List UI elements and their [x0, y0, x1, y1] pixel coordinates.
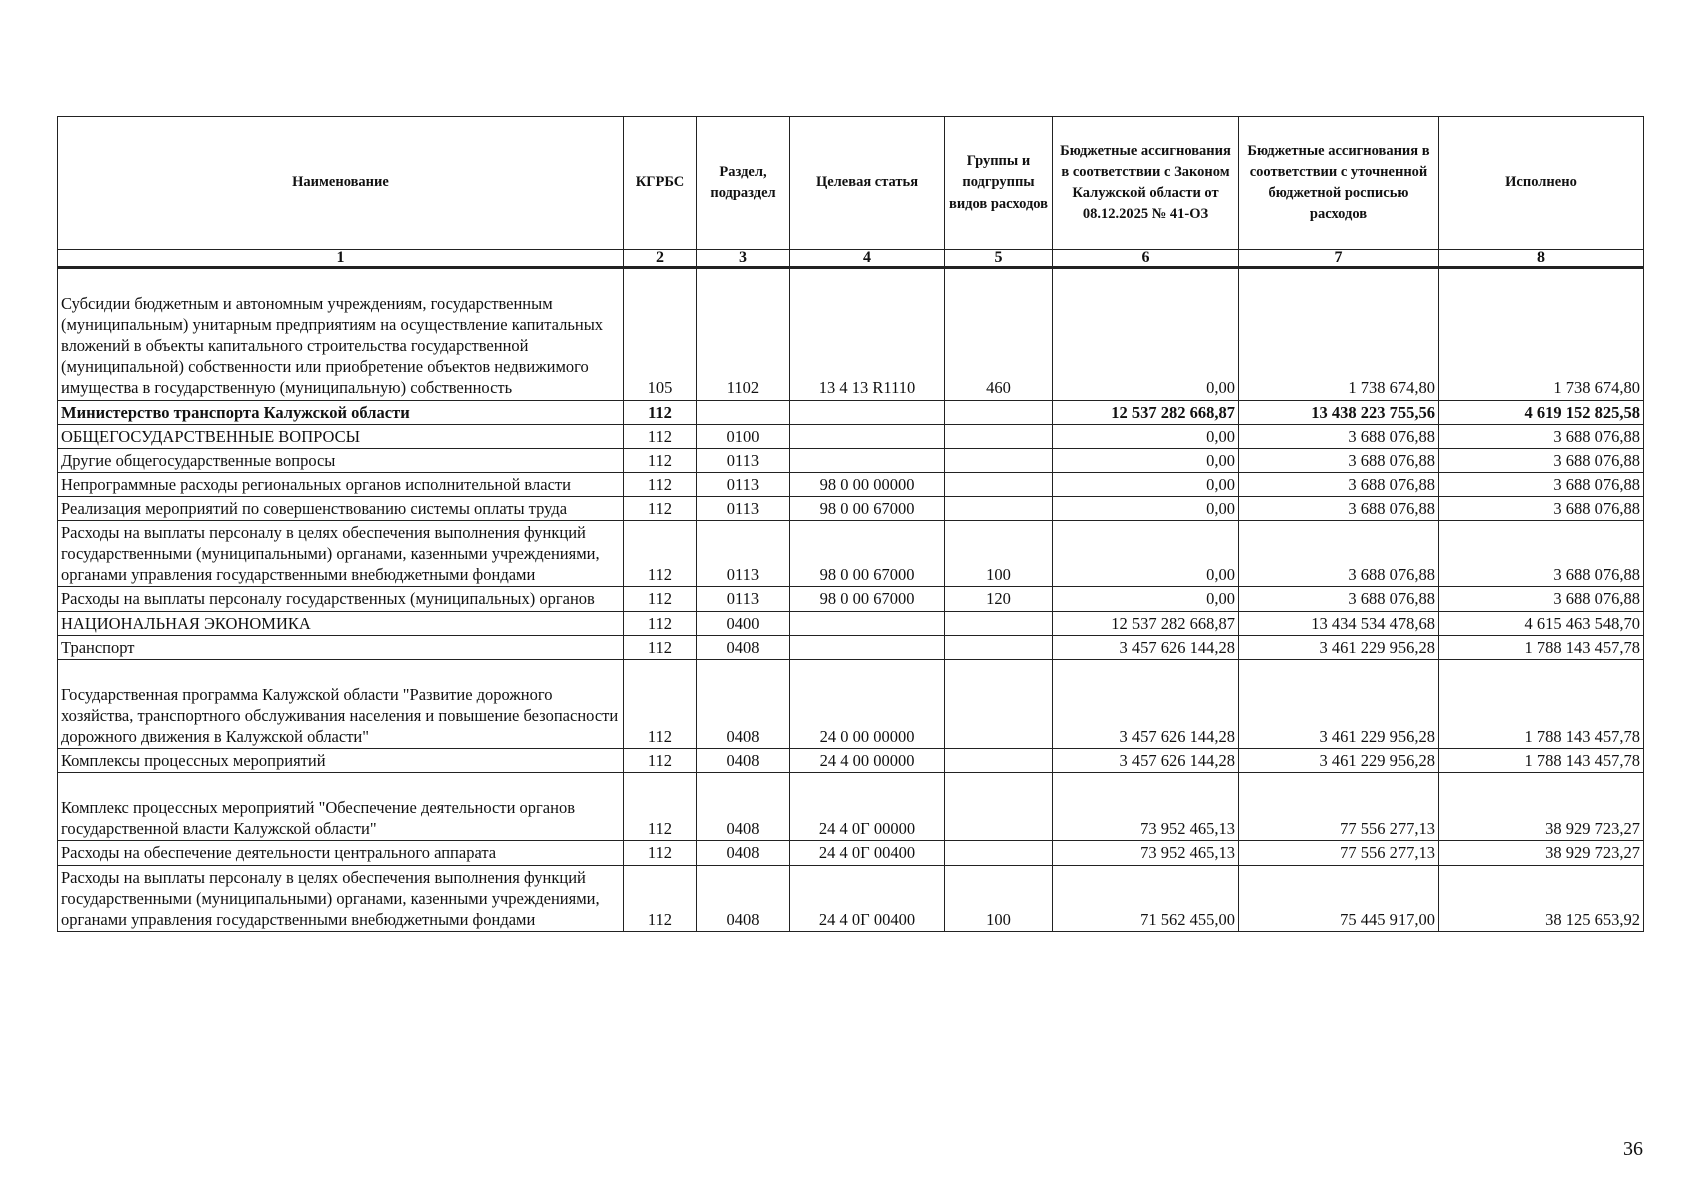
row-section: 0400 [697, 611, 790, 635]
row-group: 100 [945, 521, 1053, 587]
row-kgrbs: 112 [624, 496, 697, 520]
row-section: 0408 [697, 841, 790, 865]
row-law-amount: 3 457 626 144,28 [1053, 659, 1239, 748]
row-refined-amount: 75 445 917,00 [1239, 865, 1439, 931]
row-name: Министерство транспорта Калужской области [58, 400, 624, 424]
table-row [58, 268, 1644, 401]
row-section: 0408 [697, 635, 790, 659]
row-law-amount: 0,00 [1053, 268, 1239, 401]
row-refined-amount: 3 461 229 956,28 [1239, 635, 1439, 659]
row-law-amount: 0,00 [1053, 448, 1239, 472]
column-number: 7 [1239, 250, 1439, 268]
row-target: 24 4 0Г 00000 [790, 773, 945, 841]
row-group [945, 496, 1053, 520]
row-kgrbs: 112 [624, 749, 697, 773]
row-refined-amount: 3 688 076,88 [1239, 472, 1439, 496]
row-refined-amount: 3 688 076,88 [1239, 521, 1439, 587]
row-name: Расходы на обеспечение деятельности центрального аппарата [58, 841, 624, 865]
row-executed-amount: 3 688 076,88 [1439, 424, 1644, 448]
column-number: 8 [1439, 250, 1644, 268]
row-refined-amount: 3 461 229 956,28 [1239, 749, 1439, 773]
row-target: 24 4 00 00000 [790, 749, 945, 773]
row-refined-amount: 1 738 674,80 [1239, 268, 1439, 401]
row-group [945, 659, 1053, 748]
column-number: 3 [697, 250, 790, 268]
row-executed-amount: 1 788 143 457,78 [1439, 659, 1644, 748]
row-group: 100 [945, 865, 1053, 931]
row-section: 0408 [697, 773, 790, 841]
column-number: 4 [790, 250, 945, 268]
row-kgrbs: 112 [624, 587, 697, 611]
row-law-amount: 0,00 [1053, 587, 1239, 611]
row-law-amount: 0,00 [1053, 521, 1239, 587]
row-name: Расходы на выплаты персоналу государственных (муниципальных) органов [58, 587, 624, 611]
row-executed-amount: 1 788 143 457,78 [1439, 749, 1644, 773]
header-refined: Бюджетные ассигнования в соответствии с уточненной бюджетной росписью расходов [1239, 117, 1439, 250]
row-law-amount: 12 537 282 668,87 [1053, 611, 1239, 635]
row-law-amount: 3 457 626 144,28 [1053, 635, 1239, 659]
row-name: ОБЩЕГОСУДАРСТВЕННЫЕ ВОПРОСЫ [58, 424, 624, 448]
row-executed-amount: 3 688 076,88 [1439, 496, 1644, 520]
row-section: 0113 [697, 472, 790, 496]
row-target: 24 4 0Г 00400 [790, 865, 945, 931]
row-target [790, 400, 945, 424]
column-number: 2 [624, 250, 697, 268]
row-executed-amount: 3 688 076,88 [1439, 472, 1644, 496]
row-refined-amount: 3 688 076,88 [1239, 448, 1439, 472]
table-row [58, 400, 1644, 424]
row-law-amount: 0,00 [1053, 472, 1239, 496]
row-executed-amount: 38 125 653,92 [1439, 865, 1644, 931]
row-executed-amount: 3 688 076,88 [1439, 448, 1644, 472]
row-section: 1102 [697, 268, 790, 401]
row-refined-amount: 3 688 076,88 [1239, 424, 1439, 448]
row-section: 0408 [697, 749, 790, 773]
row-target [790, 635, 945, 659]
row-kgrbs: 112 [624, 424, 697, 448]
row-kgrbs: 112 [624, 659, 697, 748]
row-law-amount: 0,00 [1053, 424, 1239, 448]
row-kgrbs: 112 [624, 611, 697, 635]
row-target: 98 0 00 67000 [790, 587, 945, 611]
row-group [945, 841, 1053, 865]
row-section: 0113 [697, 521, 790, 587]
column-number: 1 [58, 250, 624, 268]
row-name: Другие общегосударственные вопросы [58, 448, 624, 472]
header-section: Раздел, подраздел [697, 117, 790, 250]
column-number-row [58, 250, 1644, 268]
row-group [945, 424, 1053, 448]
row-target: 13 4 13 R1110 [790, 268, 945, 401]
row-law-amount: 12 537 282 668,87 [1053, 400, 1239, 424]
table-row [58, 448, 1644, 472]
row-law-amount: 0,00 [1053, 496, 1239, 520]
row-executed-amount: 3 688 076,88 [1439, 521, 1644, 587]
column-number: 6 [1053, 250, 1239, 268]
table-header-row [58, 117, 1644, 250]
row-name: НАЦИОНАЛЬНАЯ ЭКОНОМИКА [58, 611, 624, 635]
table-row [58, 496, 1644, 520]
row-target: 98 0 00 67000 [790, 521, 945, 587]
table-row [58, 659, 1644, 748]
row-executed-amount: 1 788 143 457,78 [1439, 635, 1644, 659]
row-name: Субсидии бюджетным и автономным учреждениям, государственным (муниципальным) унитарным предприятиям на осуществление капитальных вложений в объекты капитального строительства государственной (муниципальной) собственности или приобретение объектов недвижимого имущества в государственную (муниципальную) собственность [58, 268, 624, 401]
header-name: Наименование [58, 117, 624, 250]
row-executed-amount: 3 688 076,88 [1439, 587, 1644, 611]
row-target: 98 0 00 00000 [790, 472, 945, 496]
table-row [58, 865, 1644, 931]
row-name: Расходы на выплаты персоналу в целях обеспечения выполнения функций государственными (муниципальными) органами, казенными учреждениями, органами управления государственными внебюджетными фондами [58, 865, 624, 931]
row-name: Расходы на выплаты персоналу в целях обеспечения выполнения функций государственными (муниципальными) органами, казенными учреждениями, органами управления государственными внебюджетными фондами [58, 521, 624, 587]
row-law-amount: 73 952 465,13 [1053, 773, 1239, 841]
row-section: 0408 [697, 659, 790, 748]
header-groups: Группы и подгруппы видов расходов [945, 117, 1053, 250]
row-kgrbs: 105 [624, 268, 697, 401]
page-number: 36 [1623, 1138, 1643, 1160]
table-row [58, 611, 1644, 635]
row-name: Государственная программа Калужской области "Развитие дорожного хозяйства, транспортного обслуживания населения и повышение безопасности дорожного движения в Калужской области" [58, 659, 624, 748]
row-kgrbs: 112 [624, 400, 697, 424]
row-refined-amount: 13 438 223 755,56 [1239, 400, 1439, 424]
row-executed-amount: 38 929 723,27 [1439, 773, 1644, 841]
row-executed-amount: 1 738 674,80 [1439, 268, 1644, 401]
table-row [58, 521, 1644, 587]
row-section: 0113 [697, 587, 790, 611]
row-executed-amount: 4 619 152 825,58 [1439, 400, 1644, 424]
row-group: 460 [945, 268, 1053, 401]
row-law-amount: 71 562 455,00 [1053, 865, 1239, 931]
table-row [58, 424, 1644, 448]
row-group [945, 448, 1053, 472]
row-target: 98 0 00 67000 [790, 496, 945, 520]
row-kgrbs: 112 [624, 773, 697, 841]
row-section [697, 400, 790, 424]
row-kgrbs: 112 [624, 448, 697, 472]
table-row [58, 472, 1644, 496]
row-refined-amount: 13 434 534 478,68 [1239, 611, 1439, 635]
row-executed-amount: 38 929 723,27 [1439, 841, 1644, 865]
row-name: Непрограммные расходы региональных органов исполнительной власти [58, 472, 624, 496]
row-name: Транспорт [58, 635, 624, 659]
row-kgrbs: 112 [624, 841, 697, 865]
row-target: 24 0 00 00000 [790, 659, 945, 748]
row-refined-amount: 3 461 229 956,28 [1239, 659, 1439, 748]
row-section: 0113 [697, 496, 790, 520]
row-group [945, 400, 1053, 424]
table-row [58, 749, 1644, 773]
column-number: 5 [945, 250, 1053, 268]
row-executed-amount: 4 615 463 548,70 [1439, 611, 1644, 635]
header-target: Целевая статья [790, 117, 945, 250]
row-law-amount: 3 457 626 144,28 [1053, 749, 1239, 773]
row-kgrbs: 112 [624, 472, 697, 496]
row-group [945, 773, 1053, 841]
row-section: 0100 [697, 424, 790, 448]
row-refined-amount: 3 688 076,88 [1239, 587, 1439, 611]
row-name: Реализация мероприятий по совершенствованию системы оплаты труда [58, 496, 624, 520]
row-target [790, 448, 945, 472]
header-executed: Исполнено [1439, 117, 1644, 250]
row-refined-amount: 3 688 076,88 [1239, 496, 1439, 520]
row-name: Комплексы процессных мероприятий [58, 749, 624, 773]
table-row [58, 587, 1644, 611]
row-refined-amount: 77 556 277,13 [1239, 841, 1439, 865]
row-section: 0408 [697, 865, 790, 931]
row-kgrbs: 112 [624, 865, 697, 931]
budget-table [57, 116, 1644, 932]
table-row [58, 773, 1644, 841]
table-row [58, 635, 1644, 659]
header-kgrbs: КГРБС [624, 117, 697, 250]
row-refined-amount: 77 556 277,13 [1239, 773, 1439, 841]
row-section: 0113 [697, 448, 790, 472]
row-group [945, 635, 1053, 659]
row-group [945, 611, 1053, 635]
row-target [790, 611, 945, 635]
header-law: Бюджетные ассигнования в соответствии с Законом Калужской области от 08.12.2025 № 41-ОЗ [1053, 117, 1239, 250]
row-name: Комплекс процессных мероприятий "Обеспечение деятельности органов государственной власти Калужской области" [58, 773, 624, 841]
row-kgrbs: 112 [624, 635, 697, 659]
row-target: 24 4 0Г 00400 [790, 841, 945, 865]
table-row [58, 841, 1644, 865]
row-group [945, 749, 1053, 773]
row-kgrbs: 112 [624, 521, 697, 587]
row-group: 120 [945, 587, 1053, 611]
row-law-amount: 73 952 465,13 [1053, 841, 1239, 865]
row-target [790, 424, 945, 448]
row-group [945, 472, 1053, 496]
